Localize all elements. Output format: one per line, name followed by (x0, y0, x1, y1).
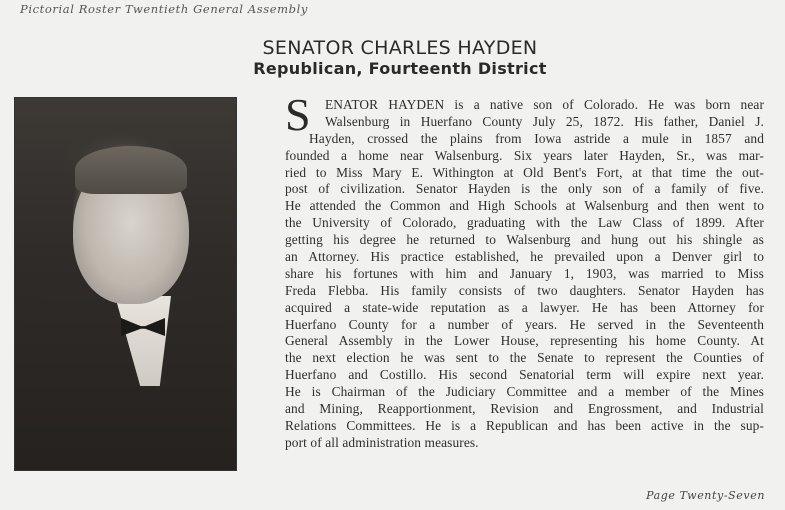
bio-line: port of all administration measures. (285, 434, 479, 450)
bio-line: share his fortunes with him and January 1, 1903, was married to Miss (285, 265, 764, 281)
bio-line: and Mining, Reapportionment, Revision and Engrossment, and Industrial (285, 401, 764, 417)
biography-text (285, 89, 764, 452)
bio-line: the next election he was sent to the Senate to represent the Counties of (285, 350, 764, 366)
bio-line: Walsenburg in Huerfano County July 25, 1872. His father, Daniel J. (325, 113, 764, 129)
bio-line: founded a home near Walsenburg. Six years later Hayden, Sr., was mar- (285, 147, 764, 163)
portrait-photo (14, 97, 237, 471)
bio-line: Freda Flebba. His family consists of two daughters. Senator Hayden has (285, 282, 764, 298)
bio-line: Hayden, crossed the plains from Iowa astride a mule in 1857 and (309, 130, 764, 146)
bio-line: ENATOR HAYDEN is a native son of Colorado. He was born near (325, 97, 764, 112)
bio-line: the University of Colorado, graduating with the Law Class of 1899. After (285, 215, 764, 231)
bio-line: getting his degree he returned to Walsenburg and hung out his shingle as (285, 232, 764, 248)
bio-line: Relations Committees. He is a Republican and has been active in the sup- (285, 417, 764, 433)
bio-line: Huerfano County for a number of years. He served in the Seventeenth (285, 316, 764, 332)
bio-line: General Assembly in the Lower House, representing his home County. At (285, 333, 764, 349)
bio-line: acquired a state-wide reputation as a lawyer. He has been Attorney for (285, 299, 764, 315)
page-title: SENATOR CHARLES HAYDEN (262, 37, 538, 59)
title-block (200, 37, 600, 79)
page-subtitle: Republican, Fourteenth District (253, 59, 547, 78)
bio-line: He is Chairman of the Judiciary Committee and a member of the Mines (285, 384, 764, 400)
bio-line: Huerfano and Costillo. His second Senatorial term will expire next year. (285, 367, 764, 383)
drop-cap: S (285, 89, 311, 140)
bio-line: ried to Miss Mary E. Withington at Old Bent's Fort, at that time the out- (285, 164, 764, 180)
bio-line: He attended the Common and High Schools at Walsenburg and then went to (285, 198, 764, 214)
bio-line: an Attorney. His practice established, he prevailed upon a Denver girl to (285, 249, 764, 265)
photo-hair (75, 146, 187, 194)
running-header: Pictorial Roster Twentieth General Assembly (20, 2, 308, 16)
bio-line: post of civilization. Senator Hayden is the only son of a family of five. (285, 181, 764, 197)
page-number: Page Twenty-Seven (646, 489, 765, 502)
